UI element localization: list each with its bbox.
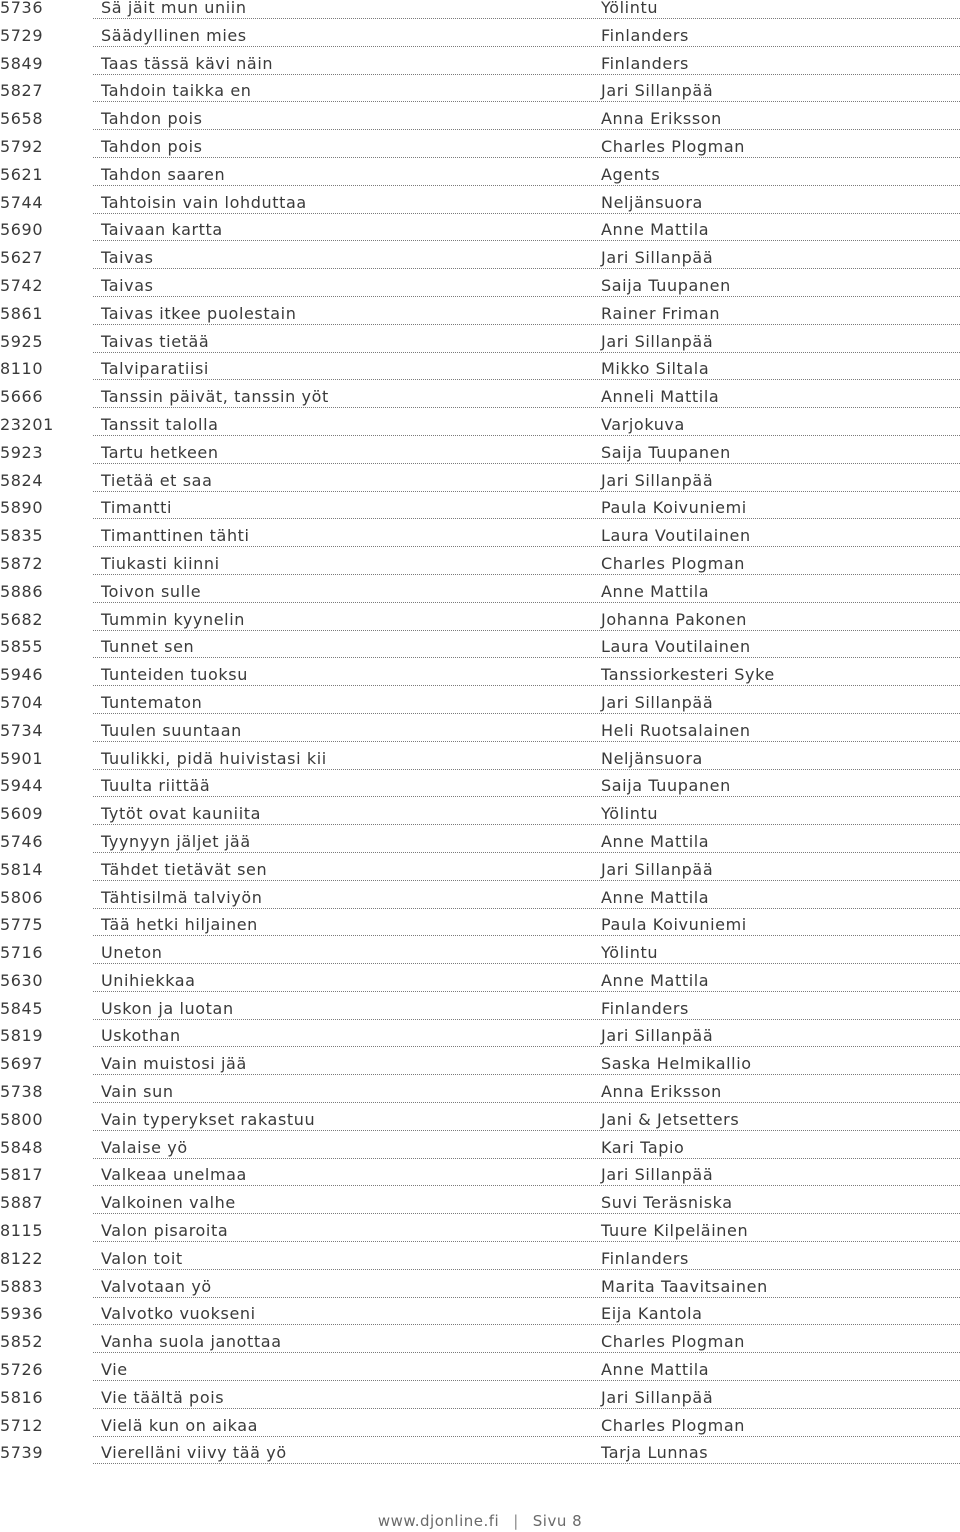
song-artist: Neljänsuora	[601, 192, 703, 212]
song-artist: Anne Mattila	[601, 831, 710, 851]
song-artist: Laura Voutilainen	[601, 637, 751, 657]
song-row	[0, 831, 960, 862]
song-title: Tunnet sen	[101, 637, 195, 657]
song-artist: Paula Koivuniemi	[601, 498, 747, 518]
song-artist: Anne Mattila	[601, 220, 710, 240]
song-artist: Charles Plogman	[601, 1415, 745, 1435]
song-row	[0, 53, 960, 84]
song-artist: Saija Tuupanen	[601, 776, 731, 796]
song-number: 5806	[0, 887, 44, 907]
song-row	[0, 692, 960, 723]
song-number: 5736	[0, 0, 44, 17]
song-number: 5861	[0, 303, 44, 323]
song-row	[0, 917, 960, 945]
song-row	[0, 528, 960, 556]
song-row	[0, 164, 960, 195]
song-number: 5729	[0, 25, 44, 45]
song-row	[0, 609, 960, 640]
song-row	[0, 275, 960, 306]
song-title: Tartu hetkeen	[101, 442, 219, 462]
song-row	[0, 1084, 960, 1112]
song-row	[0, 1195, 960, 1223]
song-row	[0, 470, 960, 501]
song-title: Tahdon pois	[101, 136, 203, 156]
song-artist: Tanssiorkesteri Syke	[601, 665, 775, 685]
song-title: Säädyllinen mies	[101, 25, 247, 45]
song-title: Tanssin päivät, tanssin yöt	[101, 387, 329, 407]
song-number: 8115	[0, 1221, 44, 1241]
song-title: Valkoinen valhe	[101, 1193, 236, 1213]
song-title: Taivas itkee puolestain	[101, 303, 297, 323]
song-title: Tuulta riittää	[101, 776, 211, 796]
song-title: Vielä kun on aikaa	[101, 1415, 259, 1435]
song-row	[0, 1137, 960, 1168]
song-number: 5814	[0, 859, 44, 879]
song-row	[0, 303, 960, 334]
song-row	[0, 222, 960, 250]
song-number: 5886	[0, 581, 44, 601]
song-title: Timanttinen tähti	[101, 526, 250, 546]
song-artist: Anne Mattila	[601, 887, 710, 907]
song-title: Uneton	[101, 943, 163, 963]
song-artist: Charles Plogman	[601, 553, 745, 573]
song-number: 5716	[0, 943, 44, 963]
song-number: 5704	[0, 692, 44, 712]
song-artist: Jari Sillanpää	[601, 331, 714, 351]
song-artist: Johanna Pakonen	[601, 609, 747, 629]
song-number: 5845	[0, 998, 44, 1018]
song-number: 5816	[0, 1387, 44, 1407]
song-title: Vie	[101, 1360, 128, 1380]
song-number: 5630	[0, 970, 44, 990]
song-title: Valvotaan yö	[101, 1276, 212, 1296]
song-title: Tiukasti kiinni	[101, 553, 220, 573]
song-title: Unihiekkaa	[101, 970, 196, 990]
song-row	[0, 1445, 960, 1473]
song-artist: Saska Helmikallio	[601, 1054, 752, 1074]
song-number: 8110	[0, 359, 44, 379]
song-artist: Yölintu	[601, 943, 659, 963]
song-title: Uskothan	[101, 1026, 181, 1046]
song-artist: Anneli Mattila	[601, 387, 720, 407]
song-title: Valkeaa unelmaa	[101, 1165, 247, 1185]
song-row	[0, 25, 960, 56]
song-artist: Mikko Siltala	[601, 359, 710, 379]
song-row	[0, 1248, 960, 1279]
song-number: 5712	[0, 1415, 44, 1435]
song-artist: Jari Sillanpää	[601, 692, 714, 712]
song-number: 5746	[0, 831, 44, 851]
song-artist: Saija Tuupanen	[601, 442, 731, 462]
song-row	[0, 1306, 960, 1334]
song-row	[0, 1362, 960, 1390]
song-title: Valon toit	[101, 1248, 183, 1268]
song-row	[0, 720, 960, 751]
song-number: 5852	[0, 1332, 44, 1352]
song-number: 5824	[0, 470, 44, 490]
song-title: Tuulikki, pidä huivistasi kii	[101, 748, 327, 768]
song-artist: Anne Mattila	[601, 1360, 710, 1380]
song-title: Taivas	[101, 248, 154, 268]
song-artist: Jari Sillanpää	[601, 859, 714, 879]
song-title: Valon pisaroita	[101, 1221, 229, 1241]
song-number: 5738	[0, 1082, 44, 1102]
song-row	[0, 553, 960, 584]
song-row	[0, 389, 960, 417]
song-artist: Charles Plogman	[601, 1332, 745, 1352]
song-title: Taivas	[101, 275, 154, 295]
song-row	[0, 442, 960, 473]
song-artist: Finlanders	[601, 1248, 689, 1268]
song-row	[0, 639, 960, 667]
song-artist: Rainer Friman	[601, 303, 721, 323]
song-number: 5690	[0, 220, 44, 240]
song-number: 5827	[0, 81, 44, 101]
song-number: 5849	[0, 53, 44, 73]
song-row	[0, 581, 960, 612]
song-artist: Yölintu	[601, 804, 659, 824]
song-number: 5682	[0, 609, 44, 629]
song-artist: Jani & Jetsetters	[601, 1109, 740, 1129]
song-number: 5817	[0, 1165, 44, 1185]
song-artist: Laura Voutilainen	[601, 526, 751, 546]
song-row	[0, 1056, 960, 1084]
song-number: 5775	[0, 915, 44, 935]
song-artist: Saija Tuupanen	[601, 275, 731, 295]
song-number: 5855	[0, 637, 44, 657]
song-title: Valvotko vuokseni	[101, 1304, 256, 1324]
song-row	[0, 778, 960, 806]
song-artist: Jari Sillanpää	[601, 81, 714, 101]
song-title: Tahtoisin vain lohduttaa	[101, 192, 307, 212]
song-row	[0, 1276, 960, 1307]
song-number: 5923	[0, 442, 44, 462]
song-number: 5925	[0, 331, 44, 351]
song-artist: Jari Sillanpää	[601, 1387, 714, 1407]
song-title: Tuntematon	[101, 692, 203, 712]
song-artist: Jari Sillanpää	[601, 1026, 714, 1046]
song-row	[0, 945, 960, 973]
song-number: 5819	[0, 1026, 44, 1046]
song-number: 5734	[0, 720, 44, 740]
song-number: 5609	[0, 804, 44, 824]
song-artist: Suvi Teräsniska	[601, 1193, 733, 1213]
song-artist: Jari Sillanpää	[601, 1165, 714, 1185]
song-title: Vie täältä pois	[101, 1387, 225, 1407]
song-row	[0, 414, 960, 445]
song-artist: Finlanders	[601, 998, 689, 1018]
website-link[interactable]: www.djonline.fi	[377, 1512, 500, 1530]
song-artist: Varjokuva	[601, 414, 685, 434]
song-row	[0, 1223, 960, 1251]
song-number: 5792	[0, 136, 44, 156]
song-title: Taivaan kartta	[101, 220, 223, 240]
song-artist: Yölintu	[601, 0, 659, 17]
song-number: 5744	[0, 192, 44, 212]
song-artist: Jari Sillanpää	[601, 248, 714, 268]
song-artist: Finlanders	[601, 53, 689, 73]
song-number: 5742	[0, 275, 44, 295]
song-row	[0, 192, 960, 223]
song-artist: Anne Mattila	[601, 970, 710, 990]
song-artist: Paula Koivuniemi	[601, 915, 747, 935]
song-artist: Anne Mattila	[601, 581, 710, 601]
song-row	[0, 250, 960, 278]
song-artist: Tarja Lunnas	[601, 1443, 709, 1463]
song-title: Timantti	[101, 498, 173, 518]
song-title: Vierelläni viivy tää yö	[101, 1443, 287, 1463]
song-number: 5800	[0, 1109, 44, 1129]
song-number: 23201	[0, 414, 54, 434]
song-row	[0, 806, 960, 834]
song-title: Taivas tietää	[101, 331, 210, 351]
song-row	[0, 1387, 960, 1418]
song-row	[0, 667, 960, 695]
song-title: Tyynyyn jäljet jää	[101, 831, 251, 851]
song-number: 5739	[0, 1443, 44, 1463]
song-title: Tää hetki hiljainen	[101, 915, 258, 935]
song-number: 5848	[0, 1137, 44, 1157]
song-artist: Charles Plogman	[601, 136, 745, 156]
song-title: Valaise yö	[101, 1137, 188, 1157]
song-title: Talviparatiisi	[101, 359, 209, 379]
song-number: 5658	[0, 109, 44, 129]
song-number: 5726	[0, 1360, 44, 1380]
song-number: 5697	[0, 1054, 44, 1074]
song-row	[0, 136, 960, 167]
song-row	[0, 1028, 960, 1056]
footer-separator: |	[513, 1512, 519, 1530]
song-row	[0, 331, 960, 362]
song-row	[0, 970, 960, 1001]
song-artist: Marita Taavitsainen	[601, 1276, 768, 1296]
song-title: Tahdon saaren	[101, 164, 226, 184]
song-title: Uskon ja luotan	[101, 998, 234, 1018]
song-artist: Jari Sillanpää	[601, 470, 714, 490]
song-row	[0, 111, 960, 139]
song-title: Tahdoin taikka en	[101, 81, 252, 101]
song-row	[0, 83, 960, 111]
song-number: 5887	[0, 1193, 44, 1213]
song-title: Vain typerykset rakastuu	[101, 1109, 316, 1129]
song-artist: Neljänsuora	[601, 748, 703, 768]
song-title: Vain sun	[101, 1082, 174, 1102]
song-artist: Agents	[601, 164, 661, 184]
page-number: Sivu 8	[532, 1512, 583, 1530]
song-number: 5835	[0, 526, 44, 546]
song-row	[0, 1167, 960, 1195]
song-number: 5666	[0, 387, 44, 407]
song-title: Tummin kyynelin	[101, 609, 245, 629]
song-row	[0, 859, 960, 890]
song-row	[0, 500, 960, 528]
song-number: 5946	[0, 665, 44, 685]
song-title: Tähdet tietävät sen	[101, 859, 268, 879]
song-number: 5872	[0, 553, 44, 573]
song-artist: Finlanders	[601, 25, 689, 45]
song-artist: Heli Ruotsalainen	[601, 720, 751, 740]
song-artist: Anna Eriksson	[601, 1082, 722, 1102]
song-title: Tuulen suuntaan	[101, 720, 242, 740]
song-title: Toivon sulle	[101, 581, 202, 601]
song-row	[0, 361, 960, 389]
song-number: 5883	[0, 1276, 44, 1296]
song-artist: Anna Eriksson	[601, 109, 722, 129]
song-title: Tähtisilmä talviyön	[101, 887, 263, 907]
song-title: Taas tässä kävi näin	[101, 53, 274, 73]
song-row	[0, 1109, 960, 1140]
song-title: Vain muistosi jää	[101, 1054, 247, 1074]
song-number: 5627	[0, 248, 44, 268]
song-number: 5901	[0, 748, 44, 768]
song-artist: Kari Tapio	[601, 1137, 685, 1157]
song-number: 5944	[0, 776, 44, 796]
page-footer	[0, 1512, 960, 1530]
song-row	[0, 748, 960, 779]
song-row	[0, 1415, 960, 1446]
song-row	[0, 887, 960, 918]
song-number: 5936	[0, 1304, 44, 1324]
song-title: Vanha suola janottaa	[101, 1332, 282, 1352]
song-artist: Eija Kantola	[601, 1304, 703, 1324]
song-title: Tahdon pois	[101, 109, 203, 129]
song-row	[0, 0, 960, 28]
song-title: Tytöt ovat kauniita	[101, 804, 262, 824]
song-title: Tanssit talolla	[101, 414, 219, 434]
song-row	[0, 1334, 960, 1362]
song-number: 8122	[0, 1248, 44, 1268]
song-artist: Tuure Kilpeläinen	[601, 1221, 749, 1241]
song-title: Tunteiden tuoksu	[101, 665, 248, 685]
song-number: 5890	[0, 498, 44, 518]
song-number: 5621	[0, 164, 44, 184]
song-row	[0, 998, 960, 1029]
song-title: Sä jäit mun uniin	[101, 0, 247, 17]
song-title: Tietää et saa	[101, 470, 213, 490]
